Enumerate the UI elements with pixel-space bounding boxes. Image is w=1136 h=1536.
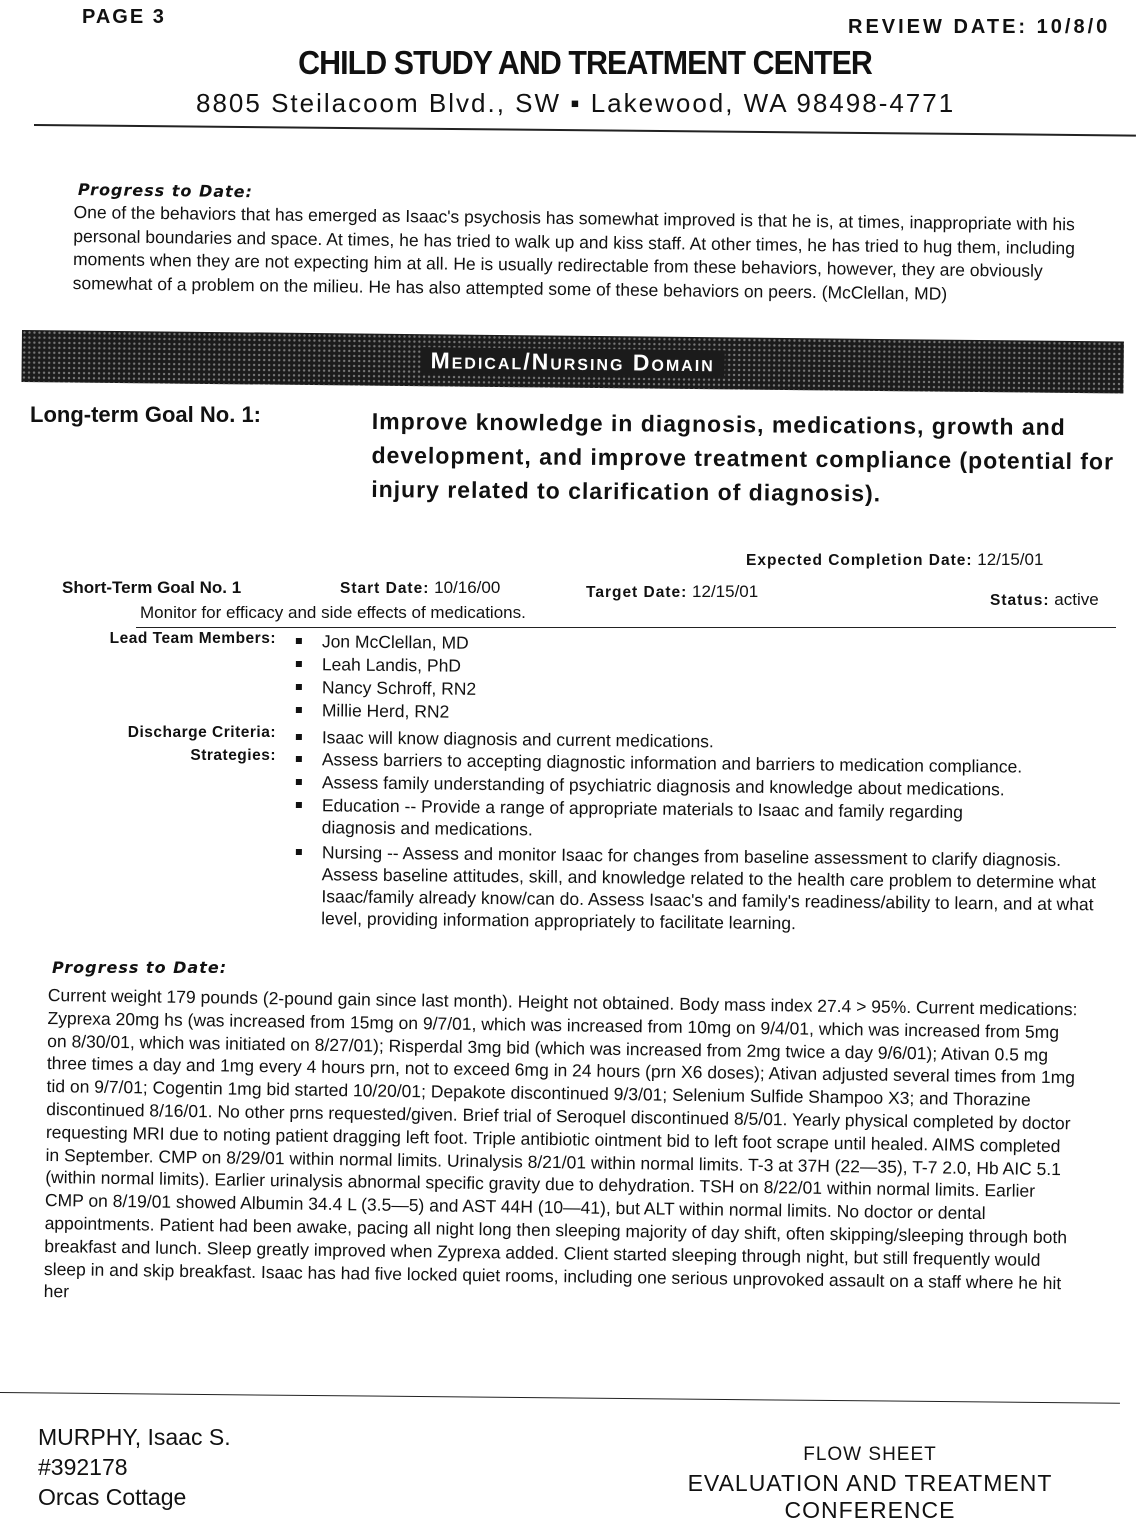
lead-team-member: Leah Landis, PhD [300, 653, 1120, 684]
target-date-value: 12/15/01 [692, 582, 759, 601]
progress-section-1 [73, 180, 1104, 308]
status-value: active [1054, 590, 1099, 609]
bullet [296, 802, 302, 808]
start-date-label: Start Date: [340, 580, 430, 597]
discharge-criteria-label: Discharge Criteria: [127, 724, 276, 741]
lead-team-member: Jon McClellan, MD [300, 630, 1120, 661]
header-divider [34, 124, 1136, 137]
form-title-line-2: CONFERENCE [784, 1497, 956, 1523]
strategy-item: Nursing -- Assess and monitor Isaac for changes from baseline assessment to clarify diagnosis. Assess baseline attitudes, skill, and knowledge related to the health care problem to determine what Isaac/family already know/can do. Assess Isaac's and family's readiness/ability to learn, and at what level, providing information appropriately to facilitate learning. [299, 841, 1100, 937]
bullet [296, 707, 302, 713]
expected-completion-date: 12/15/01 [977, 550, 1044, 569]
strategies-label: Strategies: [190, 747, 276, 764]
short-term-goal-description: Monitor for efficacy and side effects of medications. [140, 603, 526, 622]
long-term-goal-label: Long-term Goal No. 1: [30, 402, 261, 427]
strategy-item: Assess family understanding of psychiatric diagnosis and knowledge about medications. [300, 771, 1120, 802]
bullet [296, 734, 302, 740]
status-label: Status: [990, 592, 1050, 609]
review-date-label: REVIEW DATE: [848, 16, 1029, 38]
strategy-item: Education -- Provide a range of appropriate materials to Isaac and family regarding diagnosis and medications. [300, 794, 1040, 846]
form-title-line-1: EVALUATION AND TREATMENT [687, 1470, 1053, 1496]
bullet [296, 684, 302, 690]
start-date-value: 10/16/00 [434, 578, 501, 597]
patient-id: #392178 [38, 1454, 128, 1480]
lead-team-label: Lead Team Members: [109, 630, 276, 647]
strategy-item: Assess barriers to accepting diagnostic information and barriers to medication compliance. [300, 748, 1120, 779]
long-term-goal-text: Improve knowledge in diagnosis, medications, growth and development, and improve treatment compliance (potential for injury related to clarification of diagnosis). [371, 407, 1115, 507]
bullet [296, 849, 302, 855]
domain-banner [21, 330, 1123, 394]
progress-text-2: Current weight 179 pounds (2-pound gain since last month). Height not obtained. Body mass index 27.4 > 95%. Current medications: Zyprexa 20mg hs (was increased from 15mg on 9/7/01, which was increased from 10mg on 9/4/01, which was increased from 5mg on 8/30/01, which was initiated on 8/27/01); Risperdal 3mg bid (which was increased from 2mg twice a day 9/6/01); Ativan 0.5 mg three times a day and 1mg every 4 hours prn, not to exceed 6mg in 24 hours (prn X6 doses); Ativan adjusted several times from 1mg tid on 9/7/01; Cogentin 1mg bid started 10/20/01; Depakote discontinued 9/3/01; Selenium Sulfide Shampoo X3; and Thorazine discontinued 8/16/01. No other prns requested/given. Brief trial of Seroquel discontinued 8/5/01. Yearly physical completed by doctor requesting MRI due to noting patient dragging left foot. Triple antibiotic ointment bid to left foot scrape until healed. AIMS completed in September. CMP on 8/29/01 within normal limits. Urinalysis 8/21/01 within normal limits. T-3 at 37H (22—35), T-7 2.0, Hb AIC 5.1 (within normal limits). Earlier urinalysis abnormal specific gravity due to dehydration. TSH on 8/22/01 within normal limits. Earlier CMP on 8/19/01 showed Albumin 34.4 L (3.5—5) and AST 44H (10—41), but ALT within normal limits. No doctor or dental appointments. Patient had been awake, pacing all night long then sleeping majority of day shift, often skipping/sleeping through both breakfast and lunch. Sleep greatly improved when Zyprexa added. Client started sleeping through night, but still frequently would sleep in and skip breakfast. Isaac has had five locked quiet rooms, including one serious unprovoked assault on a staff where he hit her [43, 984, 1078, 1302]
patient-info [38, 1422, 231, 1512]
patient-name: MURPHY, Isaac S. [38, 1424, 231, 1450]
bullet [296, 779, 302, 785]
short-term-goal-label: Short-Term Goal No. 1 [62, 578, 242, 597]
expected-completion-label: Expected Completion Date: [746, 552, 973, 569]
lead-team-member: Nancy Schroff, RN2 [300, 676, 1120, 707]
progress-label-2: Progress to Date: [52, 958, 228, 977]
review-date [848, 16, 1110, 39]
lead-team-member: Millie Herd, RN2 [300, 699, 1120, 730]
target-date-label: Target Date: [586, 584, 688, 601]
discharge-criteria-item: Isaac will know diagnosis and current medications. [300, 726, 1120, 757]
form-title [660, 1470, 1080, 1524]
review-date-value: 10/8/0 [1036, 16, 1111, 38]
target-date [586, 582, 758, 602]
center-name: CHILD STUDY AND TREATMENT CENTER [298, 44, 872, 81]
goal-status [990, 590, 1099, 610]
footer-divider [0, 1392, 1120, 1404]
domain-banner-title: Medical/Nursing Domain [420, 347, 725, 376]
patient-cottage: Orcas Cottage [38, 1484, 187, 1510]
start-date [340, 578, 500, 598]
bullet [296, 756, 302, 762]
progress-text-1: One of the behaviors that has emerged as Isaac's psychosis has somewhat improved is that he is, at times, inappropriate with his personal boundaries and space. At times, he has tried to walk up and kiss staff. At other times, he has tried to hug them, including moments when they are not expecting him at all. He is usually redirectable from these behaviors, however, they are obviously somewhat of a problem on the milieu. He has also attempted some of these behaviors on peers. (McClellan, MD) [72, 201, 1076, 304]
bullet [296, 661, 302, 667]
progress-label-1: Progress to Date: [77, 180, 254, 202]
bullet [296, 638, 302, 644]
expected-completion [746, 550, 1043, 570]
center-address: 8805 Steilacoom Blvd., SW ▪ Lakewood, WA 98498-4771 [196, 88, 956, 118]
flow-sheet-label: FLOW SHEET [803, 1444, 937, 1465]
page-number: PAGE 3 [82, 6, 166, 28]
goal-divider [136, 627, 1116, 628]
